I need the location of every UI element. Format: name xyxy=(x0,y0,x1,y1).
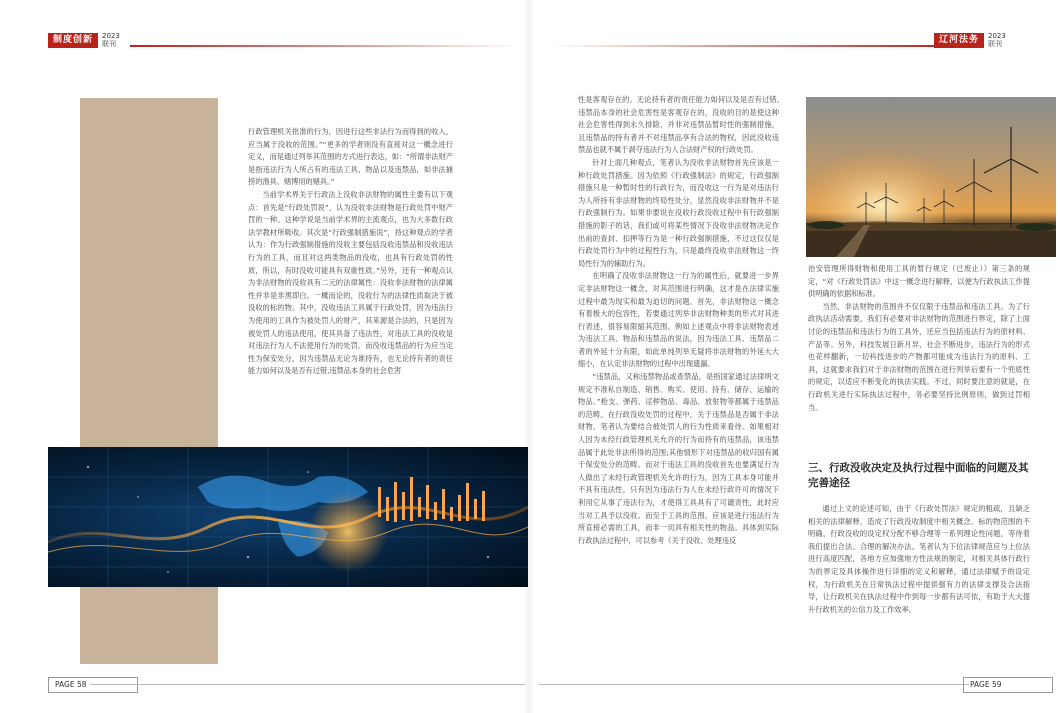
paragraph: 当然，非法财物的范围并不仅仅限于违禁品和违法工具。为了行政执法活动需要，我们有必要对非法财物的范围进行界定，除了上面讨论的违禁品和违法行为的工具外，还应当包括违法行为的原材料、产品等。另外，科技发展日新月异，社会不断进步，违法行为的形式也花样翻新，一切科技进步的产物都可能成为违法行为的原料、工具，这就要求我们对于非法财物的范围在进行列举后要有一个兜底性的规定，以适应不断变化的执法实践。不过，同时要注意的就是，在行政机关进行实际执法过程中，务必要坚持比例原则，做到过罚相当。 xyxy=(808,301,1030,412)
right-page-number: PAGE 59 xyxy=(963,677,1053,693)
left-header-badge: 制度创新 xyxy=(48,33,98,48)
left-footer-line xyxy=(90,684,525,685)
right-sub-text: 联刊 xyxy=(988,40,1002,48)
right-header-line xyxy=(549,45,949,47)
finance-chart-graphic xyxy=(48,447,528,587)
wind-turbine-photo xyxy=(806,97,1056,257)
left-year-text: 2023 xyxy=(102,32,120,40)
page-gutter xyxy=(524,0,534,713)
right-footer-line xyxy=(539,684,969,685)
paragraph: 行政管理机关批准的行为，因进行这些非法行为而得到的收入，应当属于没收的范围。”“更多的学者则没有直接对这一概念进行定义，而是通过列举其范围的方式进行表达，如：“所谓非法财产是指违法行为人所占有的违法工具、物品以及违禁品，如非法捕捞的渔具、赌博用的赌具。” xyxy=(248,127,453,187)
left-header-line xyxy=(130,45,520,47)
paragraph: 通过上文的论述可知，由于《行政处罚法》规定的粗疏，且缺乏相关的法律解释，造成了行政没收制度中相关概念、标的物范围的不明确，行政没收的设定权分配不够合理等一系列理论性问题，等待着我们提出合法、合理的解决办法。笔者认为下位法律规范应与上位法进行高度匹配，各地方应加强地方性法规的制定，对相关具体行政行为的界定及具体操作进行详细的定义和解释，通过法律赋予的设定权，为行政机关在日常执法过程中提供强有力的法律支撑及合法指导，让行政机关在执法过程中作到每一步都有法可依，有助于大大提升行政机关的公信力及工作效率。 xyxy=(808,504,1030,614)
paragraph: 治安管理所得财物和使用工具的暂行规定（已废止）》第三条的规定，“对《行政处罚法》中这一概念进行解释，以便为行政执法工作提供明确的依据和标准。 xyxy=(808,264,1030,299)
paragraph: 当前学术界关于行政法上没收非法财物的属性主要有以下观点：首先是“行政处罚说”，认为没收非法财物是行政处罚中财产罚的一种。这种学说是当前学术界的主流观点，也为大多数行政法学教材所吸收。其次是“行政强制措施说”，持这种观点的学者认为：作为行政强制措施的没收主要包括没收违禁品和没收违法行为的工具，而且对这两类物品的没收，也具有行政处罚的性质，所以，有时没收可能具有双重性质。”另外，还有一种观点认为非法财物的没收具有二元的法律属性：没收非法财物的法律属性并非是非黑即白。一概而论的，没收行为的法律性质取决于被没收的标的物。其中，没收违法工具属于行政处罚，因为违法行为使用的工具作为被处罚人的财产，其来源是合法的，只是因为被处罚人的违法使用，使其具备了违法性，对违法工具的没收是对违法行为人不法使用行为的处罚。而没收违禁品的行为应当定性为保安处分，因为违禁品无论为谁持有，也无论持有者的责任能力如何以及是否有过错,违禁品本身的社会危害 xyxy=(248,189,453,376)
paragraph: “违禁品，又称违禁物品或查禁品，是指国家通过法律明文规定不准私自制造、销售、购买、使用、持有、储存、运输的物品。”枪支、弹药、淫秽物品、毒品、放射物等都属于违禁品的范畴。在行政没收处罚的过程中，关于违禁品是否属于非法财物，笔者认为要结合被处罚人的行为性质来看待。如果相对人因为未经行政管理机关允许的行为而持有的违禁品，该违禁品属于此处非法所得的范围;其他情形下对违禁品的收归国有属于保安处分的范畴。而对于违法工具的没收首先也要满足行为人做出了未经行政管理机关允许的行为，因为工具本身可能并不具有违法性，只有因为违法行为人在未经行政许可的情况下利用它从事了违法行为，才使得工具具有了可谴责性，此时应当对工具予以没收。而至于工具的范围，应该是进行违法行为所直接必需的工具，而非一切具有相关性的物品。具体到实际行政执法过程中，可以参考《关于没收、处理违反 xyxy=(578,372,779,545)
paragraph: 在明确了没收非法财物这一行为的属性后，就要进一步界定非法财物这一概念，对其范围进行明确，这才是在法律实施过程中最为现实和最为迫切的问题。首先，非法财物这一概念有着极大的包容性，若要通过列举非法财物种类的形式对其进行表述，很容易限缩其范围。例如上述观点中将非法财物表述为违法工具、物品和违禁品的说法，因为违法工具、违禁品二者的外延十分有限，如此单纯列举无疑将非法财物的外延大大缩小，在认定非法财物的过程中出现遗漏。 xyxy=(578,271,779,369)
section-title: 三、行政没收决定及执行过程中面临的问题及其完善途径 xyxy=(808,462,1029,489)
right-header-badge: 辽河法务 xyxy=(934,33,984,48)
middle-text-column xyxy=(578,94,779,547)
left-header-year xyxy=(102,32,120,48)
right-year-text: 2023 xyxy=(988,32,1006,40)
left-text-column xyxy=(248,126,453,378)
finance-chart-photo xyxy=(48,447,528,587)
paragraph: 性是客观存在的。无论持有者的责任能力如何以及是否有过错,违禁品本身的社会危害性是客观存在的，没收的目的是使这种社会危害性得到永久排除，并非对违禁品暂时性的强制措施，且违禁品的持有者并不对违禁品享有合法的物权，因此没收违禁品也就不属于剥夺违法行为人合法财产权的行政处罚。 xyxy=(578,95,779,155)
left-sub-text: 联刊 xyxy=(102,40,116,48)
paragraph: 针对上面几种观点，笔者认为没收非法财物首先应该是一种行政处罚措施。因为依照《行政强制法》的规定，行政强制措施只是一种暂时性的行政行为，而没收这一行为是对违法行为人所持有非法财物的终局性处分，显然没收非法财物并不是行政强制行为。如果非要说在没收行政没收过程中有行政强制措施的影子的话，我们或可将某些情况下没收非法财物决定作出前的查封、扣押等行为是一种行政强制措施，不过这仅仅是行政处罚行为中的过程性行为，只是最终没收非法财物这一终局性行为的辅助行为。 xyxy=(578,157,779,268)
left-page-number: PAGE 58 xyxy=(48,677,138,693)
right-header-year xyxy=(988,32,1006,48)
wind-turbine-graphic xyxy=(806,97,1056,257)
right-text-column-bottom xyxy=(808,503,1030,616)
right-text-column-top xyxy=(808,263,1030,414)
